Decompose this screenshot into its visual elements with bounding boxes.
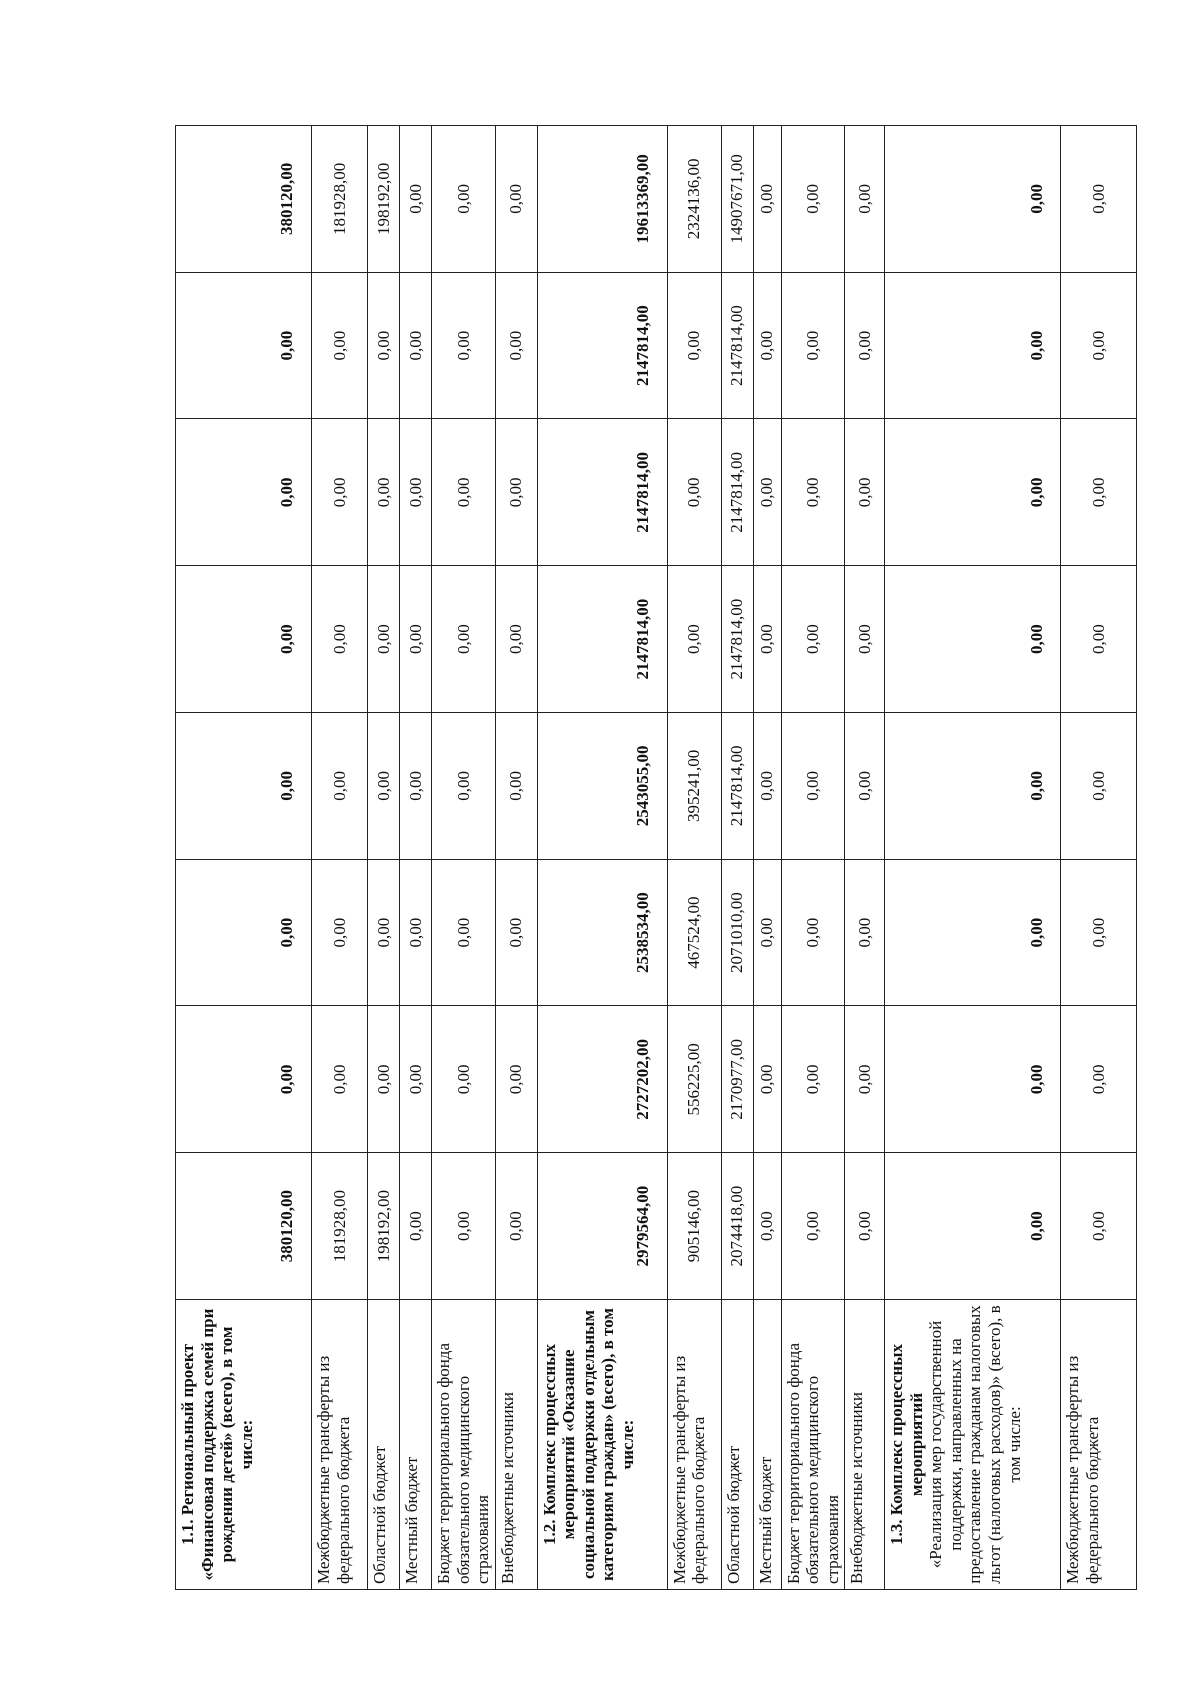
value-cell: 0,00 xyxy=(845,272,885,419)
table-row xyxy=(753,126,781,1590)
value-cell: 0,00 xyxy=(368,419,400,566)
value-cell: 0,00 xyxy=(176,1006,312,1153)
table-row xyxy=(1061,126,1137,1590)
value-cell: 0,00 xyxy=(400,419,432,566)
value-cell: 0,00 xyxy=(400,272,432,419)
rotated-page xyxy=(175,125,1115,1590)
value-cell: 0,00 xyxy=(400,1006,432,1153)
value-cell: 0,00 xyxy=(885,1153,1061,1300)
value-cell: 0,00 xyxy=(495,272,537,419)
value-cell: 2074418,00 xyxy=(721,1153,753,1300)
row-label: Областной бюджет xyxy=(368,1300,400,1590)
value-cell: 0,00 xyxy=(368,566,400,713)
value-cell: 0,00 xyxy=(845,419,885,566)
value-cell: 0,00 xyxy=(781,566,845,713)
value-cell: 395241,00 xyxy=(667,713,721,860)
value-cell: 2727202,00 xyxy=(537,1006,667,1153)
value-cell: 0,00 xyxy=(312,566,368,713)
value-cell: 0,00 xyxy=(312,713,368,860)
value-cell: 0,00 xyxy=(368,713,400,860)
value-cell: 0,00 xyxy=(495,1006,537,1153)
value-cell: 0,00 xyxy=(1061,1153,1137,1300)
value-cell: 0,00 xyxy=(753,126,781,273)
value-cell: 0,00 xyxy=(400,1153,432,1300)
value-cell: 2147814,00 xyxy=(537,272,667,419)
value-cell: 2543055,00 xyxy=(537,713,667,860)
value-cell: 0,00 xyxy=(432,126,496,273)
table-row xyxy=(368,126,400,1590)
table-row xyxy=(885,126,1061,1590)
value-cell: 2979564,00 xyxy=(537,1153,667,1300)
value-cell: 2147814,00 xyxy=(721,419,753,566)
value-cell: 0,00 xyxy=(885,566,1061,713)
value-cell: 198192,00 xyxy=(368,126,400,273)
value-cell: 0,00 xyxy=(845,126,885,273)
value-cell: 0,00 xyxy=(312,272,368,419)
row-label: 1.1. Региональный проект «Финансовая поддержка семей при рождении детей» (всего), в том числе: xyxy=(176,1300,312,1590)
value-cell: 0,00 xyxy=(753,566,781,713)
row-label: Межбюджетные трансферты из федерального бюджета xyxy=(312,1300,368,1590)
table-row xyxy=(495,126,537,1590)
row-label: Областной бюджет xyxy=(721,1300,753,1590)
value-cell: 0,00 xyxy=(845,713,885,860)
table-row xyxy=(432,126,496,1590)
table-row xyxy=(781,126,845,1590)
value-cell: 181928,00 xyxy=(312,1153,368,1300)
value-cell: 0,00 xyxy=(368,859,400,1006)
value-cell: 0,00 xyxy=(312,1006,368,1153)
value-cell: 0,00 xyxy=(176,859,312,1006)
value-cell: 0,00 xyxy=(753,859,781,1006)
value-cell: 0,00 xyxy=(368,1006,400,1153)
value-cell: 0,00 xyxy=(753,419,781,566)
value-cell: 0,00 xyxy=(885,272,1061,419)
value-cell: 0,00 xyxy=(781,272,845,419)
value-cell: 2538534,00 xyxy=(537,859,667,1006)
table-row xyxy=(176,126,312,1590)
value-cell: 0,00 xyxy=(495,566,537,713)
value-cell: 2147814,00 xyxy=(721,566,753,713)
value-cell: 380120,00 xyxy=(176,1153,312,1300)
table-row xyxy=(312,126,368,1590)
value-cell: 0,00 xyxy=(1061,419,1137,566)
value-cell: 0,00 xyxy=(176,272,312,419)
value-cell: 0,00 xyxy=(1061,126,1137,273)
value-cell: 0,00 xyxy=(368,272,400,419)
value-cell: 0,00 xyxy=(885,419,1061,566)
value-cell: 0,00 xyxy=(667,566,721,713)
value-cell: 0,00 xyxy=(495,419,537,566)
value-cell: 198192,00 xyxy=(368,1153,400,1300)
row-label: Межбюджетные трансферты из федерального бюджета xyxy=(667,1300,721,1590)
value-cell: 0,00 xyxy=(667,272,721,419)
value-cell: 2324136,00 xyxy=(667,126,721,273)
row-label: Внебюджетные источники xyxy=(495,1300,537,1590)
value-cell: 0,00 xyxy=(432,272,496,419)
value-cell: 0,00 xyxy=(845,566,885,713)
value-cell: 0,00 xyxy=(781,859,845,1006)
value-cell: 556225,00 xyxy=(667,1006,721,1153)
value-cell: 0,00 xyxy=(400,713,432,860)
table-row xyxy=(721,126,753,1590)
value-cell: 0,00 xyxy=(312,419,368,566)
value-cell: 0,00 xyxy=(432,566,496,713)
value-cell: 0,00 xyxy=(1061,272,1137,419)
value-cell: 2170977,00 xyxy=(721,1006,753,1153)
row-label: Местный бюджет xyxy=(753,1300,781,1590)
value-cell: 19613369,00 xyxy=(537,126,667,273)
value-cell: 0,00 xyxy=(432,1006,496,1153)
value-cell: 0,00 xyxy=(176,566,312,713)
value-cell: 0,00 xyxy=(312,859,368,1006)
row-label-rest: «Реализация мер государственной поддержки, направленных на предоставление гражданам налоговых льгот (налоговых расходов)» (всего), в том числе: xyxy=(926,1305,1024,1584)
value-cell: 0,00 xyxy=(176,419,312,566)
value-cell: 2147814,00 xyxy=(537,566,667,713)
value-cell: 380120,00 xyxy=(176,126,312,273)
value-cell: 0,00 xyxy=(845,859,885,1006)
value-cell: 0,00 xyxy=(753,1153,781,1300)
value-cell: 0,00 xyxy=(495,859,537,1006)
value-cell: 467524,00 xyxy=(667,859,721,1006)
table-row xyxy=(845,126,885,1590)
value-cell: 0,00 xyxy=(781,1153,845,1300)
value-cell: 0,00 xyxy=(1061,859,1137,1006)
value-cell: 0,00 xyxy=(781,713,845,860)
value-cell: 2071010,00 xyxy=(721,859,753,1006)
value-cell: 2147814,00 xyxy=(721,272,753,419)
table-row xyxy=(400,126,432,1590)
value-cell: 2147814,00 xyxy=(721,713,753,860)
row-label: Местный бюджет xyxy=(400,1300,432,1590)
row-label: Бюджет территориального фонда обязательного медицинского страхования xyxy=(432,1300,496,1590)
value-cell: 0,00 xyxy=(495,126,537,273)
value-cell: 0,00 xyxy=(400,859,432,1006)
row-label xyxy=(885,1300,1061,1590)
table-row xyxy=(537,126,667,1590)
value-cell: 0,00 xyxy=(885,859,1061,1006)
value-cell: 0,00 xyxy=(781,1006,845,1153)
table-row xyxy=(667,126,721,1590)
value-cell: 0,00 xyxy=(667,419,721,566)
value-cell: 0,00 xyxy=(1061,713,1137,860)
value-cell: 0,00 xyxy=(432,713,496,860)
value-cell: 0,00 xyxy=(781,419,845,566)
value-cell: 0,00 xyxy=(432,1153,496,1300)
row-label: Межбюджетные трансферты из федерального бюджета xyxy=(1061,1300,1137,1590)
value-cell: 0,00 xyxy=(432,859,496,1006)
value-cell: 14907671,00 xyxy=(721,126,753,273)
value-cell: 0,00 xyxy=(400,126,432,273)
value-cell: 0,00 xyxy=(885,126,1061,273)
value-cell: 0,00 xyxy=(176,713,312,860)
row-label-bold: 1.3. Комплекс процессных мероприятий xyxy=(887,1344,926,1545)
value-cell: 0,00 xyxy=(885,713,1061,860)
budget-table xyxy=(175,125,1137,1590)
value-cell: 0,00 xyxy=(1061,566,1137,713)
value-cell: 181928,00 xyxy=(312,126,368,273)
value-cell: 905146,00 xyxy=(667,1153,721,1300)
value-cell: 0,00 xyxy=(400,566,432,713)
value-cell: 0,00 xyxy=(753,272,781,419)
value-cell: 0,00 xyxy=(753,713,781,860)
row-label: Внебюджетные источники xyxy=(845,1300,885,1590)
value-cell: 0,00 xyxy=(432,419,496,566)
value-cell: 0,00 xyxy=(885,1006,1061,1153)
value-cell: 0,00 xyxy=(781,126,845,273)
row-label: Бюджет территориального фонда обязательного медицинского страхования xyxy=(781,1300,845,1590)
value-cell: 0,00 xyxy=(1061,1006,1137,1153)
value-cell: 0,00 xyxy=(495,713,537,860)
value-cell: 0,00 xyxy=(495,1153,537,1300)
value-cell: 0,00 xyxy=(753,1006,781,1153)
value-cell: 0,00 xyxy=(845,1153,885,1300)
row-label: 1.2. Комплекс процессных мероприятий «Оказание социальной поддержки отдельным категориям граждан» (всего), в том числе: xyxy=(537,1300,667,1590)
value-cell: 0,00 xyxy=(845,1006,885,1153)
value-cell: 2147814,00 xyxy=(537,419,667,566)
